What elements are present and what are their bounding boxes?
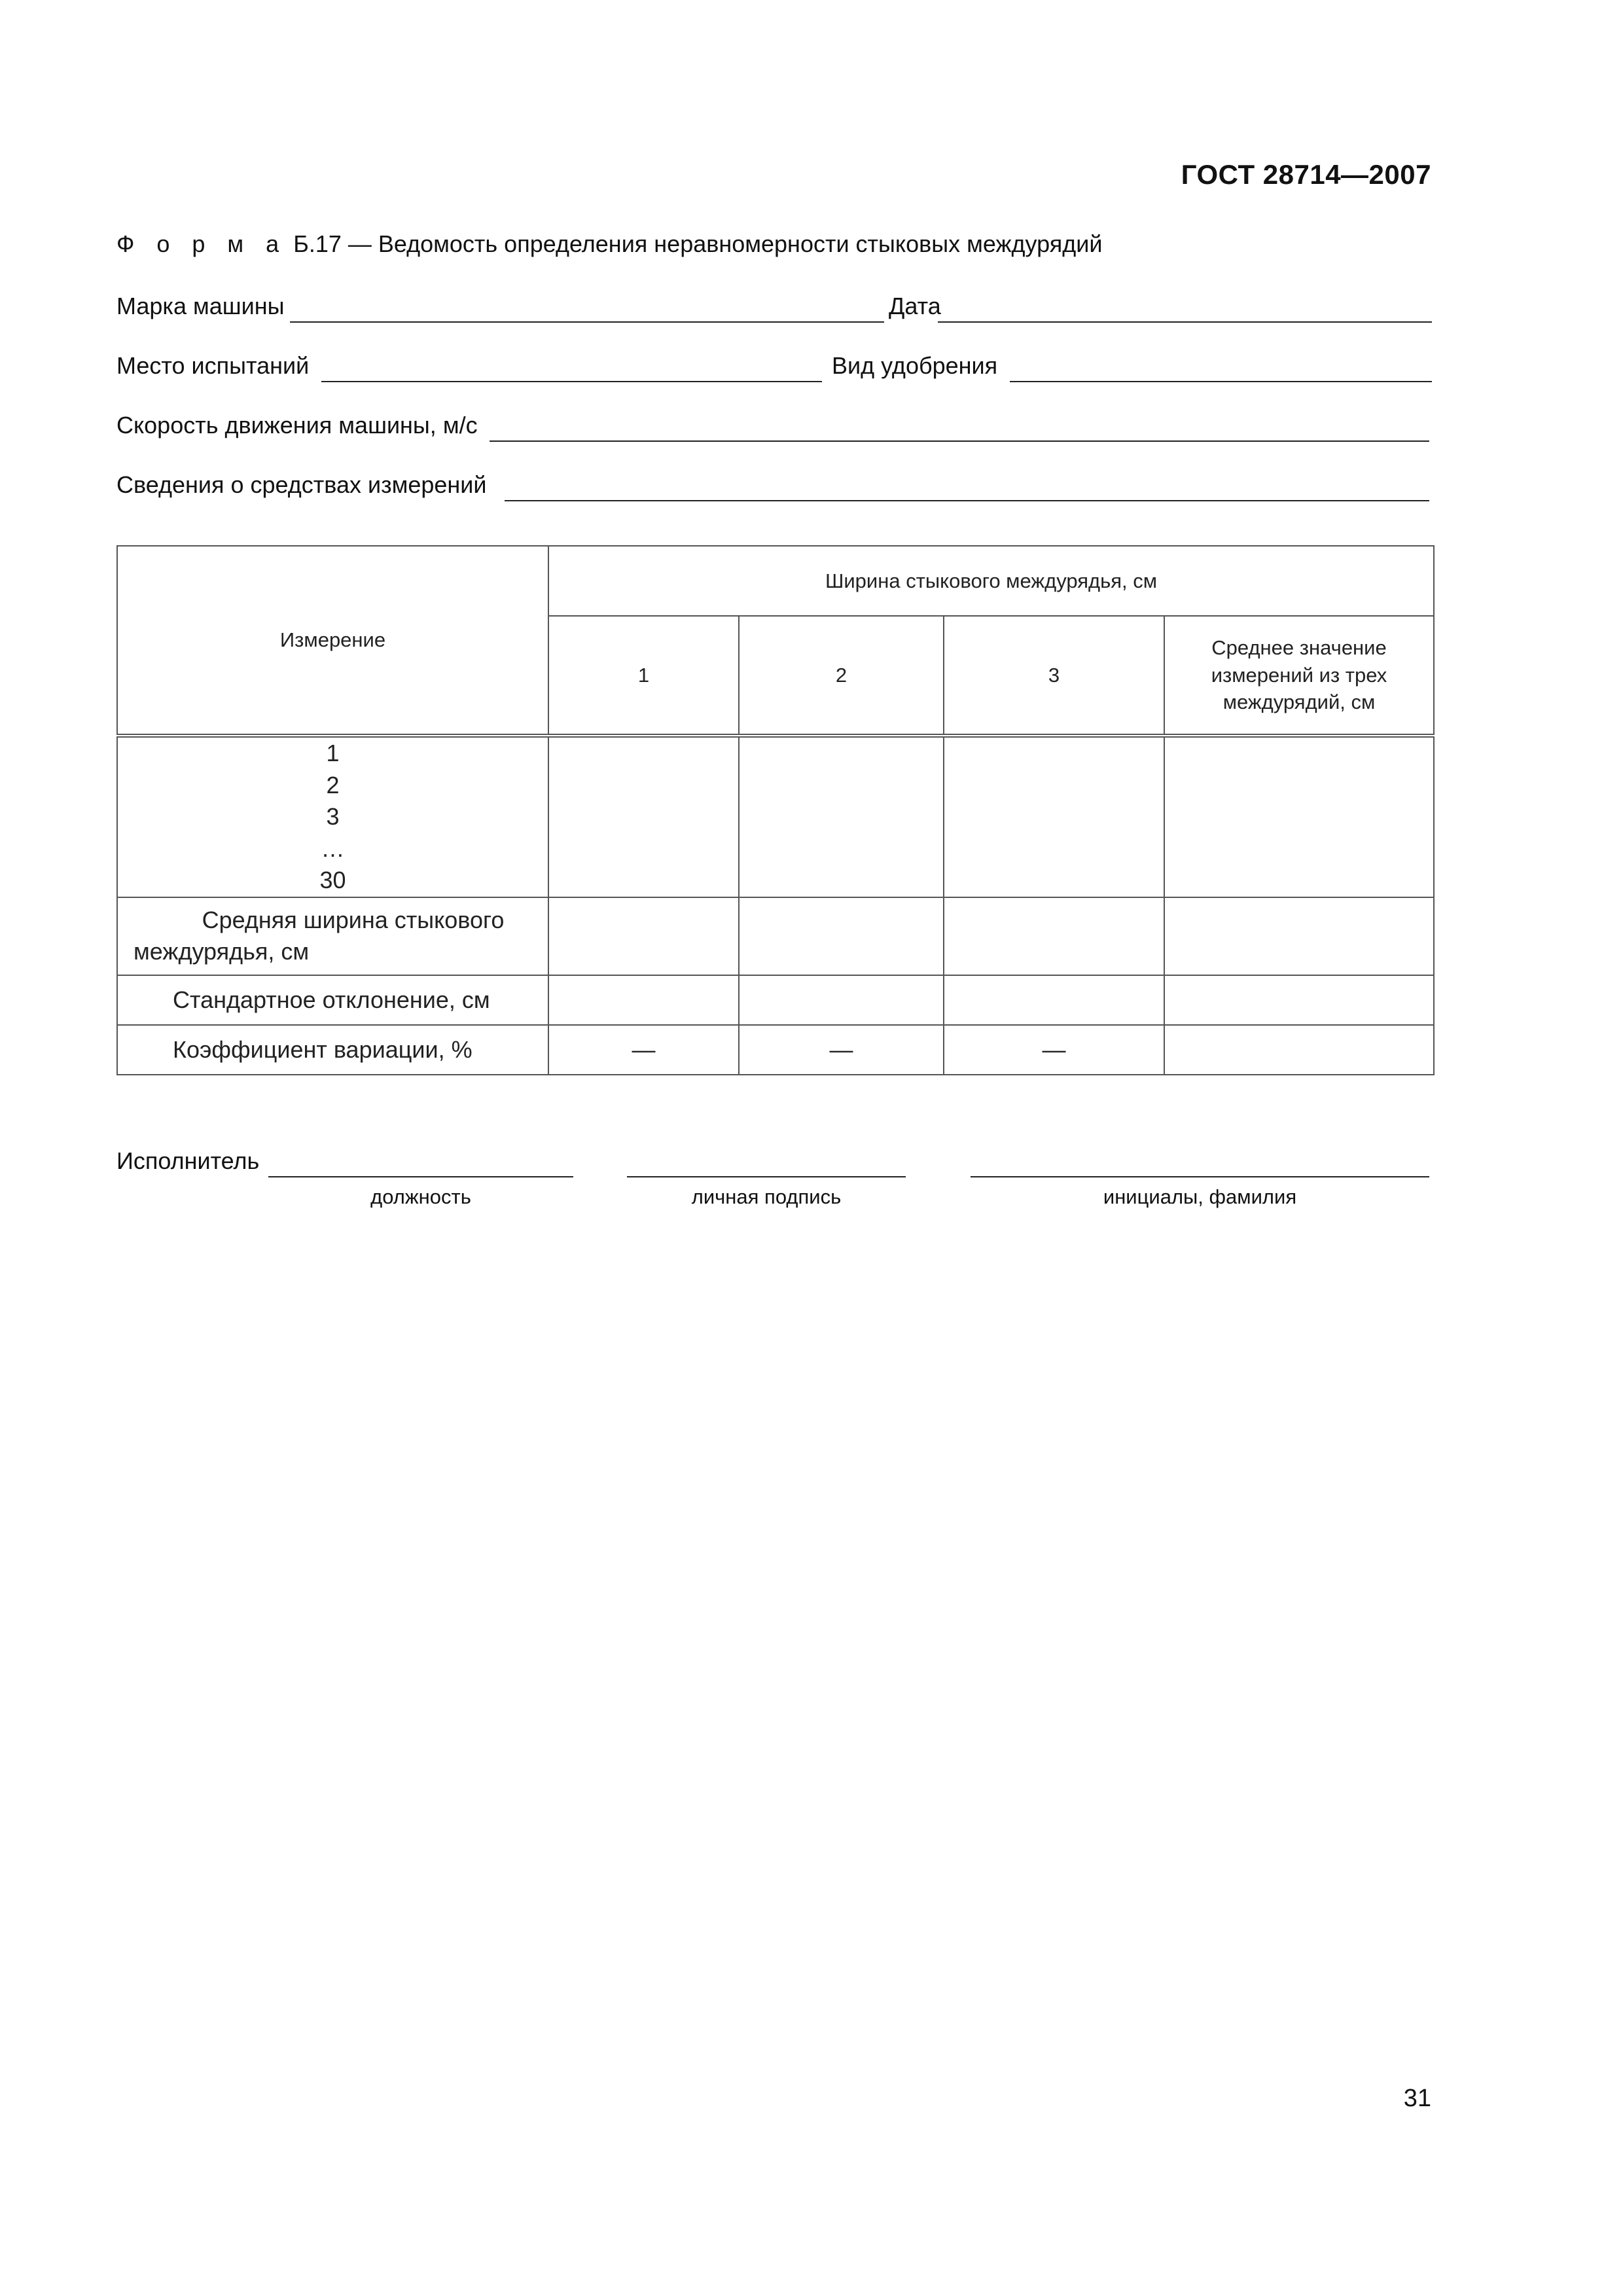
cv-value-1: —: [548, 1025, 739, 1075]
signature-block: [116, 1142, 1432, 1221]
header-measurement: Измерение: [117, 546, 548, 736]
measurement-number: 2: [326, 771, 340, 798]
form-prefix: Ф о р м а: [116, 230, 287, 257]
table-cell[interactable]: [739, 736, 944, 897]
mean-width-label-text: Средняя ширина стыкового междурядья, см: [134, 906, 505, 965]
cv-value-2: —: [739, 1025, 944, 1075]
cv-value-mean[interactable]: [1164, 1025, 1434, 1075]
instruments-label: Сведения о средствах измерений: [116, 471, 487, 498]
table-cell[interactable]: [1164, 975, 1434, 1025]
mean-width-label: [117, 897, 548, 975]
name-blank[interactable]: [971, 1176, 1429, 1177]
table-cell[interactable]: [944, 736, 1164, 897]
table-cell[interactable]: [1164, 736, 1434, 897]
speed-blank[interactable]: [490, 440, 1429, 442]
signature-caption: личная подпись: [691, 1185, 842, 1208]
speed-label: Скорость движения машины, м/с: [116, 412, 478, 439]
header-col-2: 2: [739, 616, 944, 736]
position-blank[interactable]: [268, 1176, 573, 1177]
measurement-numbers: [117, 736, 548, 897]
header-col-mean: Среднее значение измерений из трех междурядий, см: [1164, 616, 1434, 736]
date-blank[interactable]: [938, 321, 1432, 323]
field-row-instruments: [116, 469, 1432, 501]
table-header-row-1: [117, 546, 1434, 616]
table-cell[interactable]: [548, 897, 739, 975]
table-row-measurements: [117, 736, 1434, 897]
table-cell[interactable]: [739, 897, 944, 975]
name-caption: инициалы, фамилия: [1103, 1185, 1297, 1208]
test-place-blank[interactable]: [321, 381, 822, 382]
table-cell[interactable]: [1164, 897, 1434, 975]
signature-blank[interactable]: [627, 1176, 906, 1177]
performer-label: Исполнитель: [116, 1147, 260, 1174]
position-caption: должность: [370, 1185, 471, 1208]
measurement-number: 30: [319, 867, 346, 894]
measurement-table: [116, 545, 1435, 1075]
standard-number: ГОСТ 28714—2007: [1181, 159, 1431, 190]
table-cell[interactable]: [944, 897, 1164, 975]
form-title: [116, 230, 1103, 258]
table-row-mean-width: [117, 897, 1434, 975]
machine-brand-label: Марка машины: [116, 293, 285, 319]
cv-value-3: —: [944, 1025, 1164, 1075]
field-row-place-fertilizer: [116, 350, 1432, 382]
field-row-speed: [116, 409, 1432, 442]
table-cell[interactable]: [548, 736, 739, 897]
table-row-cv: [117, 1025, 1434, 1075]
field-row-brand-date: [116, 290, 1432, 323]
test-place-label: Место испытаний: [116, 352, 310, 379]
cv-label-text: Коэффициент вариации, %: [173, 1035, 473, 1063]
std-dev-label-text: Стандартное отклонение, см: [173, 986, 490, 1013]
header-col-3: 3: [944, 616, 1164, 736]
table-cell[interactable]: [944, 975, 1164, 1025]
instruments-blank[interactable]: [505, 500, 1429, 501]
fertilizer-type-blank[interactable]: [1010, 381, 1432, 382]
machine-brand-blank[interactable]: [290, 321, 884, 323]
fertilizer-type-label: Вид удобрения: [832, 352, 998, 379]
measurement-number: 1: [326, 740, 340, 766]
date-label: Дата: [889, 293, 941, 319]
form-title-text: Б.17 — Ведомость определения неравномерности стыковых междурядий: [293, 230, 1103, 257]
measurement-number: 3: [326, 803, 340, 831]
cv-label: [117, 1025, 548, 1075]
table-cell[interactable]: [739, 975, 944, 1025]
header-width-group: Ширина стыкового междурядья, см: [548, 546, 1434, 616]
page-number: 31: [1403, 2085, 1431, 2112]
std-dev-label: [117, 975, 548, 1025]
header-col-1: 1: [548, 616, 739, 736]
table-cell[interactable]: [548, 975, 739, 1025]
table-row-std-dev: [117, 975, 1434, 1025]
measurement-number: …: [321, 834, 345, 862]
